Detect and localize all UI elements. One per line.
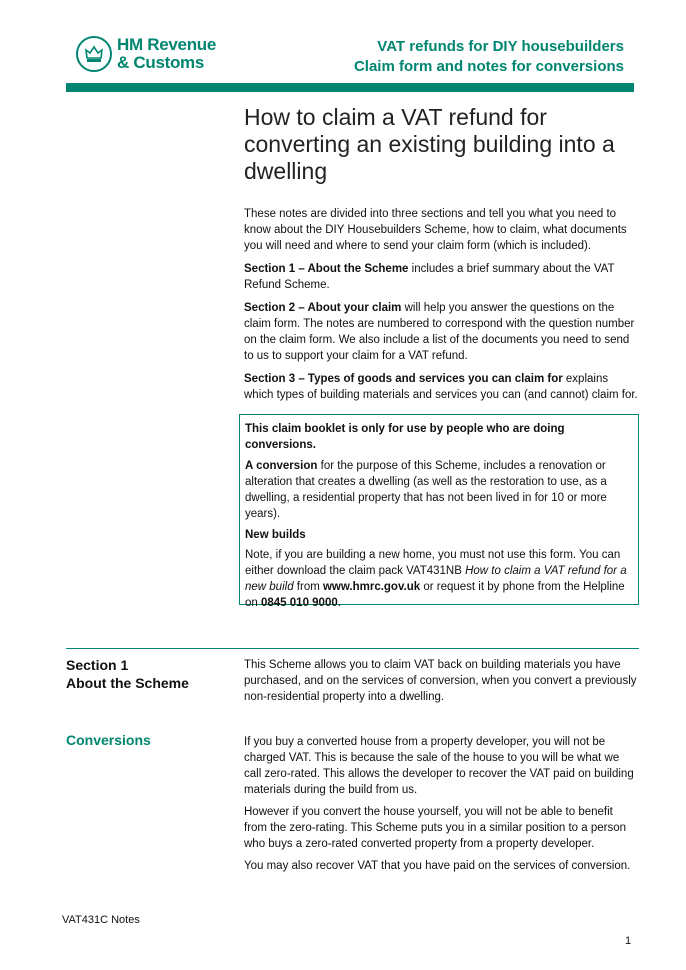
conversions-paragraph-2: However if you convert the house yourself, you will not be able to benefit from the zero-rating. This Scheme puts you in a similar position to a person who buys a zero-rated converted property from a property developer. [244, 806, 627, 850]
crown-crest-icon [76, 36, 112, 72]
header-divider-bar [66, 83, 634, 92]
helpline-number: 0845 010 9000 [261, 597, 338, 609]
conversion-definition: A conversion for the purpose of this Scheme, includes a renovation or alteration that creates a dwelling (as well as the restoration to use, as a dwelling, a residential property that has not been lived in for 10 or more years). [245, 460, 607, 520]
conversion-notice-box [239, 414, 639, 609]
page-number: 1 [625, 935, 632, 947]
logo-line1: HM Revenue [117, 35, 217, 54]
conversions-paragraph-1: If you buy a converted house from a property developer, you will not be charged VAT. This is because the sale of the house to you will be what we call zero-rated. This allows the developer to recover the VAT paid on building materials during the build from us. [244, 736, 634, 796]
logo-line2: & Customs [117, 53, 205, 72]
document-header-title [354, 37, 624, 77]
new-builds-note: Note, if you are building a new home, you must not use this form. You can either download the claim pack VAT431NB How to claim a VAT refund for a new build from www.hmrc.gov.uk or request it by phone from the Helpline on 0845 010 9000. [245, 549, 627, 609]
header-title-line2: Claim form and notes for conversions [353, 58, 624, 75]
section-divider [66, 648, 639, 649]
conversions-heading: Conversions [66, 732, 151, 748]
conversions-body [244, 734, 639, 880]
hmrc-logo-text [117, 36, 216, 72]
conversions-paragraph-3: You may also recover VAT that you have paid on the services of conversion. [244, 860, 631, 872]
intro-section3-summary: Section 3 – Types of goods and services you can claim for explains which types of building materials and services you can (and cannot) claim for. [244, 373, 638, 401]
page-title: How to claim a VAT refund for converting an existing building into a dwelling [244, 104, 615, 184]
new-builds-heading: New builds [245, 529, 306, 541]
notice-heading: This claim booklet is only for use by people who are doing conversions. [245, 423, 565, 451]
section1-body: This Scheme allows you to claim VAT back on building materials you have purchased, and on the services of conversion, when you convert a previously non-residential property into a dwelling. [244, 659, 637, 703]
intro-paragraph: These notes are divided into three sections and tell you what you need to know about the DIY Housebuilders Scheme, how to claim, what documents you will need and where to send your claim form (which is included). [244, 208, 627, 252]
section1-heading: Section 1 About the Scheme [66, 657, 189, 691]
intro-section2-summary: Section 2 – About your claim will help you answer the questions on the claim form. The notes are numbered to correspond with the question number on the claim form. We also include a list of the documents you need to send to us to support your claim for a VAT refund. [244, 302, 635, 362]
hmrc-website-link[interactable]: www.hmrc.gov.uk [322, 581, 421, 593]
form-code-footer: VAT431C Notes [62, 914, 140, 926]
header-title-line1: VAT refunds for DIY housebuilders [377, 38, 624, 55]
intro-notes [244, 206, 639, 410]
new-build-guide-title: How to claim a VAT refund for a new build [245, 565, 627, 593]
intro-section1-summary: Section 1 – About the Scheme includes a brief summary about the VAT Refund Scheme. [244, 263, 615, 291]
